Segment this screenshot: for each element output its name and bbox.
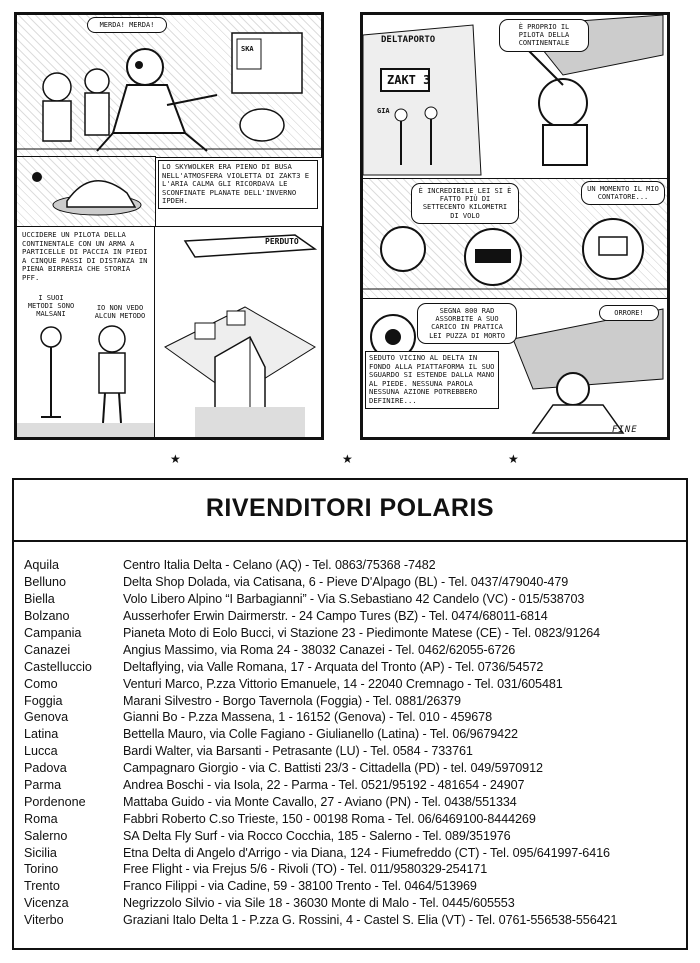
dealer-details: Fabbri Roberto C.so Trieste, 150 - 00198 Roma - Tel. 06/6469100-8444269 xyxy=(123,811,536,826)
dealer-city: Sicilia xyxy=(24,845,57,860)
dealer-details: Free Flight - via Frejus 5/6 - Rivoli (TO) - Tel. 011/9580329-254171 xyxy=(123,862,488,877)
dealer-city: Roma xyxy=(24,811,58,826)
speech-bubble-pilota: È PROPRIO IL PILOTA DELLA CONTINENTALE xyxy=(499,19,589,52)
dealer-city: Castelluccio xyxy=(24,659,92,674)
dealer-city: Latina xyxy=(24,727,59,742)
speech-bubble-rad: SEGNA 800 RAD ASSORBITE A SUO CARICO IN PRATICA LEI PUZZA DI MORTO xyxy=(417,303,517,344)
separator-star-3: ★ xyxy=(508,452,519,466)
comic-panel-wreck xyxy=(16,156,156,228)
dealer-details: Etna Delta di Angelo d'Arrigo - via Diana, 124 - Fiumefreddo (CT) - Tel. 095/641997-6416 xyxy=(123,845,610,860)
dealer-row xyxy=(24,912,684,929)
comic-page-right xyxy=(360,12,670,440)
dealer-row xyxy=(24,658,684,675)
sign-zakt3: ZAKT 3 xyxy=(387,73,431,87)
sign-deltaporto: DELTAPORTO xyxy=(381,35,436,45)
dealer-city: Salerno xyxy=(24,828,68,843)
comic-panel-ending xyxy=(362,298,668,438)
speech-bubble-malsani: I SUOI METODI SONO MALSANI xyxy=(19,291,83,322)
dealer-city: Trento xyxy=(24,879,60,894)
dealer-details: Graziani Italo Delta 1 - P.zza G. Rossini, 4 - Castel S. Elia (VT) - Tel. 0761-556538-556421 xyxy=(123,913,618,928)
dealer-row xyxy=(24,810,684,827)
dealer-details: Franco Filippi - via Cadine, 59 - 38100 Trento - Tel. 0464/513969 xyxy=(123,879,477,894)
dealer-details: Deltaflying, via Valle Romana, 17 - Arquata del Tronto (AP) - Tel. 0736/54572 xyxy=(123,659,544,674)
dealer-row xyxy=(24,861,684,878)
dealer-city: Torino xyxy=(24,862,59,877)
dealer-city: Foggia xyxy=(24,693,63,708)
dealer-row xyxy=(24,777,684,794)
speech-bubble-incredibile: È INCREDIBILE LEI SI È FATTO PIÙ DI SETTECENTO KILOMETRI DI VOLO xyxy=(411,183,519,224)
dealer-row xyxy=(24,608,684,625)
dealer-city: Canazei xyxy=(24,642,71,657)
dealers-title: RIVENDITORI POLARIS xyxy=(205,494,495,522)
comic-panel-bar-scene xyxy=(16,14,322,158)
dealer-city: Vicenza xyxy=(24,896,69,911)
dealer-details: Campagnaro Giorgio - via C. Battisti 23/3 - Cittadella (PD) - tel. 049/5970912 xyxy=(123,761,543,776)
dealer-row xyxy=(24,591,684,608)
dealer-row xyxy=(24,844,684,861)
separator-star-2: ★ xyxy=(342,452,353,466)
dealer-details: Bettella Mauro, via Colle Fagiano - Giulianello (Latina) - Tel. 06/9679422 xyxy=(123,727,518,742)
dealer-details: Negrizzolo Silvio - via Sile 18 - 36030 Monte di Malo - Tel. 0445/605553 xyxy=(123,896,515,911)
comic-panel-deltaporto xyxy=(362,14,668,180)
comic-page-left xyxy=(14,12,324,440)
dealer-row xyxy=(24,574,684,591)
dealer-row xyxy=(24,793,684,810)
dealer-details: Venturi Marco, P.zza Vittorio Emanuele, 14 - 22040 Cremnago - Tel. 031/605481 xyxy=(123,676,563,691)
dealer-details: Volo Libero Alpino “I Barbagianni” - Via S.Sebastiano 42 Candelo (VC) - 015/538703 xyxy=(123,592,585,607)
dealer-city: Lucca xyxy=(24,744,58,759)
dealer-row xyxy=(24,827,684,844)
end-label: FINE xyxy=(612,425,638,435)
dealer-row xyxy=(24,726,684,743)
dealer-row xyxy=(24,878,684,895)
wreck-illustration xyxy=(17,157,156,228)
dealer-details: Marani Silvestro - Borgo Tavernola (Foggia) - Tel. 0881/26379 xyxy=(123,693,461,708)
dealer-city: Padova xyxy=(24,761,67,776)
dealer-city: Bolzano xyxy=(24,609,70,624)
dealer-city: Pordenone xyxy=(24,794,86,809)
caption-seduto: SEDUTO VICINO AL DELTA IN FONDO ALLA PIATTAFORMA IL SUO SGUARDO SI ESTENDE DALLA MANO AL PIEDE. NESSUNA PAROLA NESSUNA AZIONE POTREBBERO DEFINIRE... xyxy=(365,351,499,409)
dealer-row xyxy=(24,675,684,692)
dealer-details: Mattaba Guido - via Monte Cavallo, 27 - Aviano (PN) - Tel. 0438/551334 xyxy=(123,794,517,809)
dealer-city: Viterbo xyxy=(24,913,64,928)
dealer-details: Centro Italia Delta - Celano (AQ) - Tel. 0863/75368 -7482 xyxy=(123,558,436,573)
dealer-row xyxy=(24,625,684,642)
dealer-city: Biella xyxy=(24,592,55,607)
separator-star-1: ★ xyxy=(170,452,181,466)
dealers-box xyxy=(12,478,688,950)
dealer-row xyxy=(24,692,684,709)
dealer-details: Pianeta Moto di Eolo Bucci, vi Stazione 23 - Piedimonte Matese (CE) - Tel. 0823/91264 xyxy=(123,626,601,640)
dealer-row xyxy=(24,895,684,912)
dealer-city: Aquila xyxy=(24,558,60,573)
dealer-details: Angius Massimo, via Roma 24 - 38032 Canazei - Tel. 0462/62055-6726 xyxy=(123,642,516,657)
dealer-details: Andrea Boschi - via Isola, 22 - Parma - Tel. 0521/95192 - 481654 - 24907 xyxy=(123,778,525,793)
dealer-city: Como xyxy=(24,676,58,691)
dealer-row xyxy=(24,557,684,574)
speech-bubble-metodo: IO NON VEDO ALCUN METODO xyxy=(85,301,155,323)
caption-uccidere: UCCIDERE UN PILOTA DELLA CONTINENTALE CON UN ARMA A PARTICELLE DI PACCIA IN PIEDI A CINQUE PASSI DI DISTANZA IN PIENA BIRRERIA CHE STORIA PFF. xyxy=(19,229,153,285)
dealer-details: SA Delta Fly Surf - via Rocco Cocchia, 185 - Salerno - Tel. 089/351976 xyxy=(123,828,511,843)
comic-panel-helmet xyxy=(362,178,668,300)
sign-gia: GIA xyxy=(377,107,390,115)
comic-panel-city xyxy=(154,226,322,438)
dealer-city: Campania xyxy=(24,626,82,640)
speech-bubble-merda: MERDA! MERDA! xyxy=(87,17,167,33)
city-illustration xyxy=(155,227,322,438)
caption-skywolker: LO SKYWOLKER ERA PIENO DI BUSA NELL'ATMOSFERA VIOLETTA DI ZAKT3 E L'ARIA CALMA GLI RICORDAVA LE SCONFINATE PLANATE DELL'INVERNO IPDEH. xyxy=(158,160,318,209)
dealer-city: Parma xyxy=(24,778,62,793)
dealer-city: Belluno xyxy=(24,575,67,590)
dealer-details: Bardi Walter, via Barsanti - Petrasante (LU) - Tel. 0584 - 733761 xyxy=(123,744,473,759)
dealer-details: Delta Shop Dolada, via Catisana, 6 - Pieve D'Alpago (BL) - Tel. 0437/479040-479 xyxy=(123,575,569,590)
speech-bubble-contatore: UN MOMENTO IL MIO CONTATORE... xyxy=(581,181,665,205)
dealer-row xyxy=(24,743,684,760)
sfx-perduto: PERDUTO xyxy=(265,237,299,246)
title-divider xyxy=(14,540,686,542)
dealer-details: Ausserhofer Erwin Dairmerstr. - 24 Campo Tures (BZ) - Tel. 0474/68011-6814 xyxy=(123,609,548,624)
bar-scene-illustration xyxy=(17,15,322,158)
sign-ska: SKA xyxy=(241,45,254,53)
speech-bubble-orrore: ORRORE! xyxy=(599,305,659,321)
dealer-row xyxy=(24,641,684,658)
dealers-list xyxy=(24,557,684,929)
dealer-row xyxy=(24,760,684,777)
dealer-row xyxy=(24,709,684,726)
dealer-details: Gianni Bo - P.zza Massena, 1 - 16152 (Genova) - Tel. 010 - 459678 xyxy=(123,710,492,725)
comic-panel-characters xyxy=(16,226,156,438)
dealer-city: Genova xyxy=(24,710,69,725)
